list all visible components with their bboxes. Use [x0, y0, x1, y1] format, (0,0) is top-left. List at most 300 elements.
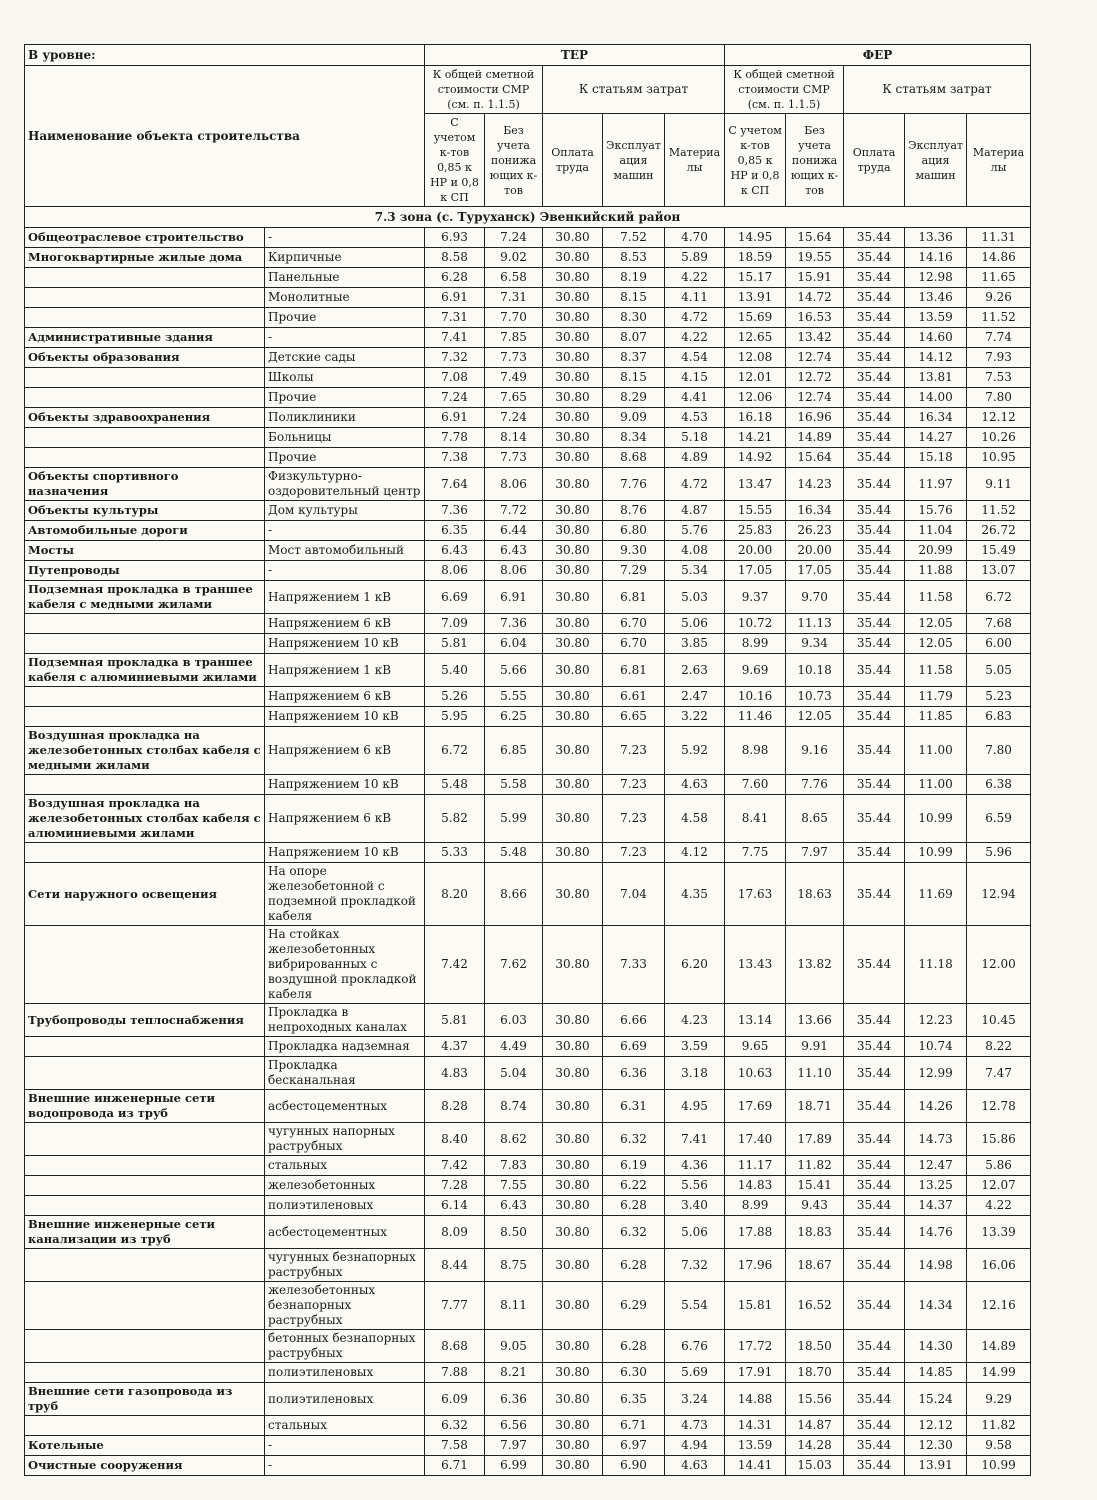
value-cell: 6.90 [603, 1456, 665, 1476]
value-cell: 35.44 [844, 501, 905, 521]
value-cell: 35.44 [844, 1057, 905, 1090]
value-cell: 6.36 [603, 1057, 665, 1090]
value-cell: 11.69 [905, 863, 967, 926]
value-cell: 16.34 [905, 408, 967, 428]
object-subtype: Прокладка в непроходных каналах [265, 1004, 425, 1037]
value-cell: 7.23 [603, 843, 665, 863]
value-cell: 8.30 [603, 308, 665, 328]
value-cell: 35.44 [844, 1456, 905, 1476]
value-cell: 17.63 [725, 863, 786, 926]
object-subtype: асбестоцементных [265, 1090, 425, 1123]
value-cell: 30.80 [543, 727, 603, 775]
value-cell: 8.28 [425, 1090, 485, 1123]
value-cell: 15.56 [786, 1383, 844, 1416]
value-cell: 14.76 [905, 1216, 967, 1249]
object-name [25, 428, 265, 448]
value-cell: 30.80 [543, 926, 603, 1004]
value-cell: 6.43 [425, 541, 485, 561]
object-subtype: железобетонных [265, 1176, 425, 1196]
value-cell: 4.22 [967, 1196, 1031, 1216]
value-cell: 8.98 [725, 727, 786, 775]
value-cell: 9.09 [603, 408, 665, 428]
value-cell: 15.03 [786, 1456, 844, 1476]
value-cell: 7.85 [485, 328, 543, 348]
object-name: Трубопроводы теплоснабжения [25, 1004, 265, 1037]
object-name: Внешние сети газопровода из труб [25, 1383, 265, 1416]
value-cell: 11.10 [786, 1057, 844, 1090]
object-name [25, 843, 265, 863]
value-cell: 7.65 [485, 388, 543, 408]
value-cell: 35.44 [844, 654, 905, 687]
table-body [25, 228, 1031, 1476]
value-cell: 16.96 [786, 408, 844, 428]
value-cell: 35.44 [844, 228, 905, 248]
value-cell: 6.28 [603, 1249, 665, 1282]
value-cell: 7.73 [485, 448, 543, 468]
value-cell: 35.44 [844, 1383, 905, 1416]
value-cell: 12.12 [967, 408, 1031, 428]
object-subtype: Мост автомобильный [265, 541, 425, 561]
object-name [25, 1249, 265, 1282]
value-cell: 7.32 [425, 348, 485, 368]
value-cell: 17.72 [725, 1330, 786, 1363]
value-cell: 5.66 [485, 654, 543, 687]
value-cell: 4.54 [665, 348, 725, 368]
value-cell: 30.80 [543, 561, 603, 581]
value-cell: 30.80 [543, 1057, 603, 1090]
value-cell: 11.58 [905, 654, 967, 687]
col-ter-labor: Оплата труда [543, 114, 603, 207]
value-cell: 9.11 [967, 468, 1031, 501]
value-cell: 20.00 [725, 541, 786, 561]
value-cell: 11.18 [905, 926, 967, 1004]
value-cell: 4.83 [425, 1057, 485, 1090]
value-cell: 5.34 [665, 561, 725, 581]
fer-items-header: К статьям затрат [844, 66, 1031, 114]
value-cell: 8.06 [485, 561, 543, 581]
value-cell: 15.91 [786, 268, 844, 288]
col-ter-with-coef: С учетом к-тов 0,85 к НР и 0,8 к СП [425, 114, 485, 207]
value-cell: 13.42 [786, 328, 844, 348]
value-cell: 5.48 [425, 775, 485, 795]
object-subtype: - [265, 1436, 425, 1456]
table-row [25, 654, 1031, 687]
object-name [25, 448, 265, 468]
value-cell: 6.35 [603, 1383, 665, 1416]
value-cell: 10.95 [967, 448, 1031, 468]
value-cell: 5.06 [665, 614, 725, 634]
value-cell: 6.58 [485, 268, 543, 288]
value-cell: 6.22 [603, 1176, 665, 1196]
value-cell: 5.99 [485, 795, 543, 843]
value-cell: 30.80 [543, 1416, 603, 1436]
value-cell: 14.60 [905, 328, 967, 348]
value-cell: 6.97 [603, 1436, 665, 1456]
object-name: Воздушная прокладка на железобетонных столбах кабеля с алюминиевыми жилами [25, 795, 265, 843]
col-ter-without-coef: Без учета понижающих к-тов [485, 114, 543, 207]
value-cell: 35.44 [844, 926, 905, 1004]
value-cell: 4.22 [665, 328, 725, 348]
value-cell: 30.80 [543, 1383, 603, 1416]
value-cell: 35.44 [844, 863, 905, 926]
value-cell: 3.85 [665, 634, 725, 654]
value-cell: 35.44 [844, 843, 905, 863]
value-cell: 35.44 [844, 348, 905, 368]
value-cell: 12.30 [905, 1436, 967, 1456]
value-cell: 8.09 [425, 1216, 485, 1249]
value-cell: 2.47 [665, 687, 725, 707]
object-name-header: Наименование объекта строительства [25, 66, 425, 207]
value-cell: 14.73 [905, 1123, 967, 1156]
table-row [25, 1416, 1031, 1436]
value-cell: 12.05 [905, 614, 967, 634]
value-cell: 16.06 [967, 1249, 1031, 1282]
value-cell: 11.04 [905, 521, 967, 541]
value-cell: 13.43 [725, 926, 786, 1004]
value-cell: 7.23 [603, 795, 665, 843]
value-cell: 12.12 [905, 1416, 967, 1436]
value-cell: 6.38 [967, 775, 1031, 795]
value-cell: 8.22 [967, 1037, 1031, 1057]
value-cell: 35.44 [844, 581, 905, 614]
value-cell: 9.16 [786, 727, 844, 775]
value-cell: 5.26 [425, 687, 485, 707]
value-cell: 13.91 [905, 1456, 967, 1476]
value-cell: 8.20 [425, 863, 485, 926]
value-cell: 5.04 [485, 1057, 543, 1090]
value-cell: 35.44 [844, 288, 905, 308]
value-cell: 30.80 [543, 428, 603, 448]
value-cell: 26.72 [967, 521, 1031, 541]
value-cell: 12.08 [725, 348, 786, 368]
object-subtype: Школы [265, 368, 425, 388]
value-cell: 14.95 [725, 228, 786, 248]
object-name: Внешние инженерные сети водопровода из труб [25, 1090, 265, 1123]
value-cell: 13.14 [725, 1004, 786, 1037]
value-cell: 11.79 [905, 687, 967, 707]
value-cell: 4.94 [665, 1436, 725, 1456]
object-subtype: - [265, 521, 425, 541]
value-cell: 6.81 [603, 581, 665, 614]
value-cell: 35.44 [844, 561, 905, 581]
value-cell: 6.30 [603, 1363, 665, 1383]
value-cell: 13.46 [905, 288, 967, 308]
value-cell: 6.93 [425, 228, 485, 248]
table-row [25, 1090, 1031, 1123]
table-row [25, 388, 1031, 408]
value-cell: 5.48 [485, 843, 543, 863]
value-cell: 8.50 [485, 1216, 543, 1249]
object-name [25, 1416, 265, 1436]
value-cell: 25.83 [725, 521, 786, 541]
table-row [25, 727, 1031, 775]
value-cell: 35.44 [844, 1123, 905, 1156]
object-name [25, 775, 265, 795]
value-cell: 8.44 [425, 1249, 485, 1282]
value-cell: 7.97 [786, 843, 844, 863]
object-name [25, 1037, 265, 1057]
value-cell: 4.12 [665, 843, 725, 863]
object-subtype: Прочие [265, 388, 425, 408]
value-cell: 3.40 [665, 1196, 725, 1216]
table-row [25, 501, 1031, 521]
col-fer-with-coef: С учетом к-тов 0,85 к НР и 0,8 к СП [725, 114, 786, 207]
value-cell: 5.03 [665, 581, 725, 614]
value-cell: 7.72 [485, 501, 543, 521]
object-name: Воздушная прокладка на железобетонных столбах кабеля с медными жилами [25, 727, 265, 775]
value-cell: 16.18 [725, 408, 786, 428]
object-name [25, 1196, 265, 1216]
value-cell: 30.80 [543, 634, 603, 654]
table-row [25, 614, 1031, 634]
value-cell: 14.89 [786, 428, 844, 448]
value-cell: 35.44 [844, 541, 905, 561]
value-cell: 30.80 [543, 1330, 603, 1363]
value-cell: 7.83 [485, 1156, 543, 1176]
object-name: Внешние инженерные сети канализации из труб [25, 1216, 265, 1249]
value-cell: 30.80 [543, 348, 603, 368]
table-row [25, 428, 1031, 448]
value-cell: 8.68 [603, 448, 665, 468]
value-cell: 7.31 [425, 308, 485, 328]
value-cell: 7.23 [603, 727, 665, 775]
value-cell: 8.68 [425, 1330, 485, 1363]
value-cell: 15.69 [725, 308, 786, 328]
object-subtype: стальных [265, 1156, 425, 1176]
value-cell: 13.66 [786, 1004, 844, 1037]
zone-title: 7.3 зона (с. Туруханск) Эвенкийский район [25, 207, 1031, 228]
value-cell: 9.05 [485, 1330, 543, 1363]
value-cell: 8.41 [725, 795, 786, 843]
value-cell: 7.76 [786, 775, 844, 795]
value-cell: 14.26 [905, 1090, 967, 1123]
fer-total-header: К общей сметной стоимости СМР (см. п. 1.1.5) [725, 66, 844, 114]
value-cell: 8.99 [725, 634, 786, 654]
value-cell: 30.80 [543, 1037, 603, 1057]
value-cell: 8.11 [485, 1282, 543, 1330]
object-subtype: стальных [265, 1416, 425, 1436]
value-cell: 7.38 [425, 448, 485, 468]
value-cell: 4.49 [485, 1037, 543, 1057]
value-cell: 6.70 [603, 634, 665, 654]
value-cell: 30.80 [543, 775, 603, 795]
value-cell: 14.00 [905, 388, 967, 408]
ter-items-header: К статьям затрат [543, 66, 725, 114]
value-cell: 30.80 [543, 1363, 603, 1383]
value-cell: 35.44 [844, 368, 905, 388]
object-name: Автомобильные дороги [25, 521, 265, 541]
value-cell: 6.83 [967, 707, 1031, 727]
value-cell: 5.56 [665, 1176, 725, 1196]
value-cell: 5.82 [425, 795, 485, 843]
value-cell: 8.76 [603, 501, 665, 521]
value-cell: 13.39 [967, 1216, 1031, 1249]
value-cell: 6.25 [485, 707, 543, 727]
value-cell: 35.44 [844, 1416, 905, 1436]
object-subtype: - [265, 228, 425, 248]
value-cell: 12.01 [725, 368, 786, 388]
value-cell: 14.12 [905, 348, 967, 368]
object-name [25, 1156, 265, 1176]
value-cell: 12.74 [786, 388, 844, 408]
object-subtype: Дом культуры [265, 501, 425, 521]
value-cell: 14.99 [967, 1363, 1031, 1383]
value-cell: 14.23 [786, 468, 844, 501]
value-cell: 30.80 [543, 1249, 603, 1282]
table-row [25, 448, 1031, 468]
value-cell: 3.22 [665, 707, 725, 727]
value-cell: 6.59 [967, 795, 1031, 843]
object-name [25, 1330, 265, 1363]
object-subtype: - [265, 561, 425, 581]
value-cell: 13.59 [905, 308, 967, 328]
value-cell: 9.26 [967, 288, 1031, 308]
value-cell: 9.65 [725, 1037, 786, 1057]
value-cell: 12.65 [725, 328, 786, 348]
value-cell: 5.40 [425, 654, 485, 687]
col-fer-materials: Материалы [967, 114, 1031, 207]
value-cell: 8.40 [425, 1123, 485, 1156]
table-row [25, 1123, 1031, 1156]
object-subtype: - [265, 1456, 425, 1476]
table-row [25, 1004, 1031, 1037]
value-cell: 5.58 [485, 775, 543, 795]
value-cell: 7.97 [485, 1436, 543, 1456]
value-cell: 6.28 [603, 1330, 665, 1363]
table-row [25, 468, 1031, 501]
value-cell: 17.96 [725, 1249, 786, 1282]
table-row [25, 1383, 1031, 1416]
object-subtype: Физкультурно-оздоровительный центр [265, 468, 425, 501]
value-cell: 7.47 [967, 1057, 1031, 1090]
value-cell: 11.46 [725, 707, 786, 727]
value-cell: 11.65 [967, 268, 1031, 288]
value-cell: 7.49 [485, 368, 543, 388]
value-cell: 7.78 [425, 428, 485, 448]
value-cell: 14.30 [905, 1330, 967, 1363]
value-cell: 7.36 [425, 501, 485, 521]
value-cell: 7.68 [967, 614, 1031, 634]
value-cell: 4.72 [665, 308, 725, 328]
value-cell: 9.02 [485, 248, 543, 268]
value-cell: 7.42 [425, 1156, 485, 1176]
value-cell: 3.18 [665, 1057, 725, 1090]
value-cell: 3.59 [665, 1037, 725, 1057]
col-fer-labor: Оплата труда [844, 114, 905, 207]
table-row [25, 228, 1031, 248]
object-subtype: Прочие [265, 308, 425, 328]
value-cell: 30.80 [543, 268, 603, 288]
object-subtype: чугунных напорных раструбных [265, 1123, 425, 1156]
table-row [25, 863, 1031, 926]
object-subtype: Панельные [265, 268, 425, 288]
object-name [25, 268, 265, 288]
value-cell: 8.74 [485, 1090, 543, 1123]
value-cell: 35.44 [844, 1090, 905, 1123]
value-cell: 14.92 [725, 448, 786, 468]
value-cell: 9.58 [967, 1436, 1031, 1456]
table-row [25, 541, 1031, 561]
value-cell: 13.47 [725, 468, 786, 501]
value-cell: 6.61 [603, 687, 665, 707]
value-cell: 13.59 [725, 1436, 786, 1456]
value-cell: 6.09 [425, 1383, 485, 1416]
value-cell: 7.75 [725, 843, 786, 863]
table-row [25, 521, 1031, 541]
value-cell: 30.80 [543, 614, 603, 634]
object-subtype: железобетонных безнапорных раструбных [265, 1282, 425, 1330]
object-name [25, 1176, 265, 1196]
value-cell: 13.91 [725, 288, 786, 308]
value-cell: 35.44 [844, 308, 905, 328]
object-subtype: Напряжением 1 кВ [265, 581, 425, 614]
value-cell: 12.00 [967, 926, 1031, 1004]
object-name [25, 1123, 265, 1156]
value-cell: 6.35 [425, 521, 485, 541]
value-cell: 6.32 [603, 1123, 665, 1156]
value-cell: 6.71 [425, 1456, 485, 1476]
value-cell: 11.88 [905, 561, 967, 581]
object-subtype: Напряжением 6 кВ [265, 614, 425, 634]
value-cell: 4.73 [665, 1416, 725, 1436]
object-name [25, 1057, 265, 1090]
value-cell: 16.52 [786, 1282, 844, 1330]
value-cell: 12.05 [905, 634, 967, 654]
value-cell: 30.80 [543, 368, 603, 388]
col-fer-without-coef: Без учета понижающих к-тов [786, 114, 844, 207]
value-cell: 30.80 [543, 288, 603, 308]
object-name [25, 634, 265, 654]
value-cell: 17.05 [786, 561, 844, 581]
value-cell: 17.89 [786, 1123, 844, 1156]
value-cell: 15.76 [905, 501, 967, 521]
value-cell: 7.28 [425, 1176, 485, 1196]
table-row [25, 248, 1031, 268]
value-cell: 35.44 [844, 1436, 905, 1456]
object-name: Административные здания [25, 328, 265, 348]
value-cell: 11.00 [905, 775, 967, 795]
value-cell: 35.44 [844, 795, 905, 843]
value-cell: 30.80 [543, 501, 603, 521]
object-name: Мосты [25, 541, 265, 561]
value-cell: 8.37 [603, 348, 665, 368]
value-cell: 10.26 [967, 428, 1031, 448]
value-cell: 10.16 [725, 687, 786, 707]
object-name: Объекты спортивного назначения [25, 468, 265, 501]
coefficients-table [24, 44, 1031, 1476]
value-cell: 30.80 [543, 654, 603, 687]
value-cell: 8.34 [603, 428, 665, 448]
table-row [25, 1176, 1031, 1196]
value-cell: 12.05 [786, 707, 844, 727]
object-subtype: полиэтиленовых [265, 1363, 425, 1383]
object-name: Очистные сооружения [25, 1456, 265, 1476]
value-cell: 12.07 [967, 1176, 1031, 1196]
value-cell: 5.55 [485, 687, 543, 707]
group-fer: ФЕР [725, 45, 1031, 66]
value-cell: 7.41 [665, 1123, 725, 1156]
value-cell: 35.44 [844, 1156, 905, 1176]
value-cell: 6.04 [485, 634, 543, 654]
value-cell: 8.15 [603, 368, 665, 388]
value-cell: 35.44 [844, 448, 905, 468]
value-cell: 4.36 [665, 1156, 725, 1176]
value-cell: 5.95 [425, 707, 485, 727]
value-cell: 30.80 [543, 687, 603, 707]
value-cell: 11.58 [905, 581, 967, 614]
value-cell: 7.58 [425, 1436, 485, 1456]
value-cell: 6.76 [665, 1330, 725, 1363]
